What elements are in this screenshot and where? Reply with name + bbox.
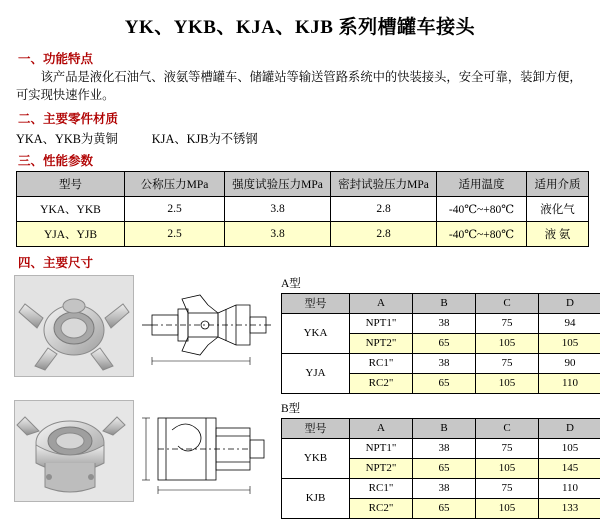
cell-b: 65 <box>413 373 476 393</box>
cell-d: 105 <box>539 333 600 353</box>
type-label-a: A型 <box>281 275 600 291</box>
performance-table <box>16 171 589 247</box>
col-header-model: 型号 <box>17 171 125 196</box>
table-header-row <box>17 171 589 196</box>
cell-c: 75 <box>476 438 539 458</box>
cell-d: 105 <box>539 438 600 458</box>
table-header-row <box>282 293 600 313</box>
col-header-d: D <box>539 293 600 313</box>
cell-b: 65 <box>413 333 476 353</box>
dimension-table-a-wrap <box>281 275 600 394</box>
dimension-row-a <box>14 275 586 394</box>
cell-model: YKA <box>282 313 350 353</box>
cell-temperature: -40℃~+80℃ <box>437 221 527 246</box>
cell-d: 110 <box>539 373 600 393</box>
cell-c: 105 <box>476 498 539 518</box>
cell-a: NPT1" <box>350 313 413 333</box>
cell-model: YJA <box>282 353 350 393</box>
cell-c: 105 <box>476 333 539 353</box>
cell-d: 145 <box>539 458 600 478</box>
cell-d: 94 <box>539 313 600 333</box>
cell-b: 38 <box>413 353 476 373</box>
cell-c: 105 <box>476 373 539 393</box>
dimension-table-b-wrap <box>281 400 600 519</box>
technical-drawing-a <box>138 275 273 375</box>
cell-nominal: 2.5 <box>125 221 225 246</box>
cell-seal: 2.8 <box>331 221 437 246</box>
cell-a: RC1" <box>350 353 413 373</box>
cell-c: 75 <box>476 353 539 373</box>
technical-drawing-b <box>138 400 273 500</box>
cell-model: KJB <box>282 478 350 518</box>
cell-a: RC2" <box>350 373 413 393</box>
cell-c: 75 <box>476 478 539 498</box>
cell-temperature: -40℃~+80℃ <box>437 196 527 221</box>
dimension-table-b <box>281 418 600 519</box>
cell-a: NPT1" <box>350 438 413 458</box>
cell-b: 38 <box>413 478 476 498</box>
col-header-model: 型号 <box>282 418 350 438</box>
cell-b: 38 <box>413 438 476 458</box>
table-row <box>282 478 600 498</box>
cell-d: 133 <box>539 498 600 518</box>
cell-d: 90 <box>539 353 600 373</box>
dimension-row-b <box>14 400 586 519</box>
features-body: 该产品是液化石油气、液氨等槽罐车、储罐站等输送管路系统中的快装接头，安全可靠，装卸方便，可实现快速作业。 <box>16 69 584 105</box>
cell-model: YJA、YJB <box>17 221 125 246</box>
cell-d: 110 <box>539 478 600 498</box>
cell-c: 75 <box>476 313 539 333</box>
material-line <box>16 129 584 147</box>
col-header-c: C <box>476 418 539 438</box>
col-header-model: 型号 <box>282 293 350 313</box>
table-row <box>17 221 589 246</box>
section-heading-features: 一、功能特点 <box>18 49 586 67</box>
col-header-d: D <box>539 418 600 438</box>
col-header-medium: 适用介质 <box>527 171 589 196</box>
dimension-section <box>14 275 586 519</box>
col-header-c: C <box>476 293 539 313</box>
section-heading-dimensions: 四、主要尺寸 <box>18 253 586 271</box>
cell-b: 38 <box>413 313 476 333</box>
table-row <box>282 438 600 458</box>
product-photo-a <box>14 275 134 377</box>
col-header-b: B <box>413 418 476 438</box>
col-header-nominal-pressure: 公称压力MPa <box>125 171 225 196</box>
cell-nominal: 2.5 <box>125 196 225 221</box>
cell-medium: 液 氨 <box>527 221 589 246</box>
cell-b: 65 <box>413 458 476 478</box>
cell-a: NPT2" <box>350 333 413 353</box>
cell-medium: 液化气 <box>527 196 589 221</box>
dimension-table-a <box>281 293 600 394</box>
table-row <box>17 196 589 221</box>
col-header-seal-pressure: 密封试验压力MPa <box>331 171 437 196</box>
product-photo-b <box>14 400 134 502</box>
table-row <box>282 313 600 333</box>
table-header-row <box>282 418 600 438</box>
cell-a: RC1" <box>350 478 413 498</box>
cell-c: 105 <box>476 458 539 478</box>
cell-model: YKB <box>282 438 350 478</box>
col-header-temperature: 适用温度 <box>437 171 527 196</box>
cell-strength: 3.8 <box>225 196 331 221</box>
material-right: KJA、KJB为不锈钢 <box>152 132 258 146</box>
cell-model: YKA、YKB <box>17 196 125 221</box>
col-header-b: B <box>413 293 476 313</box>
page-title: YK、YKB、KJA、KJB 系列槽罐车接头 <box>14 0 586 45</box>
col-header-strength-pressure: 强度试验压力MPa <box>225 171 331 196</box>
material-left: YKA、YKB为黄铜 <box>16 132 118 146</box>
cell-b: 65 <box>413 498 476 518</box>
section-heading-material: 二、主要零件材质 <box>18 109 586 127</box>
section-heading-performance: 三、性能参数 <box>18 151 586 169</box>
cell-seal: 2.8 <box>331 196 437 221</box>
cell-a: NPT2" <box>350 458 413 478</box>
type-label-b: B型 <box>281 400 600 416</box>
col-header-a: A <box>350 418 413 438</box>
table-row <box>282 353 600 373</box>
col-header-a: A <box>350 293 413 313</box>
cell-a: RC2" <box>350 498 413 518</box>
cell-strength: 3.8 <box>225 221 331 246</box>
